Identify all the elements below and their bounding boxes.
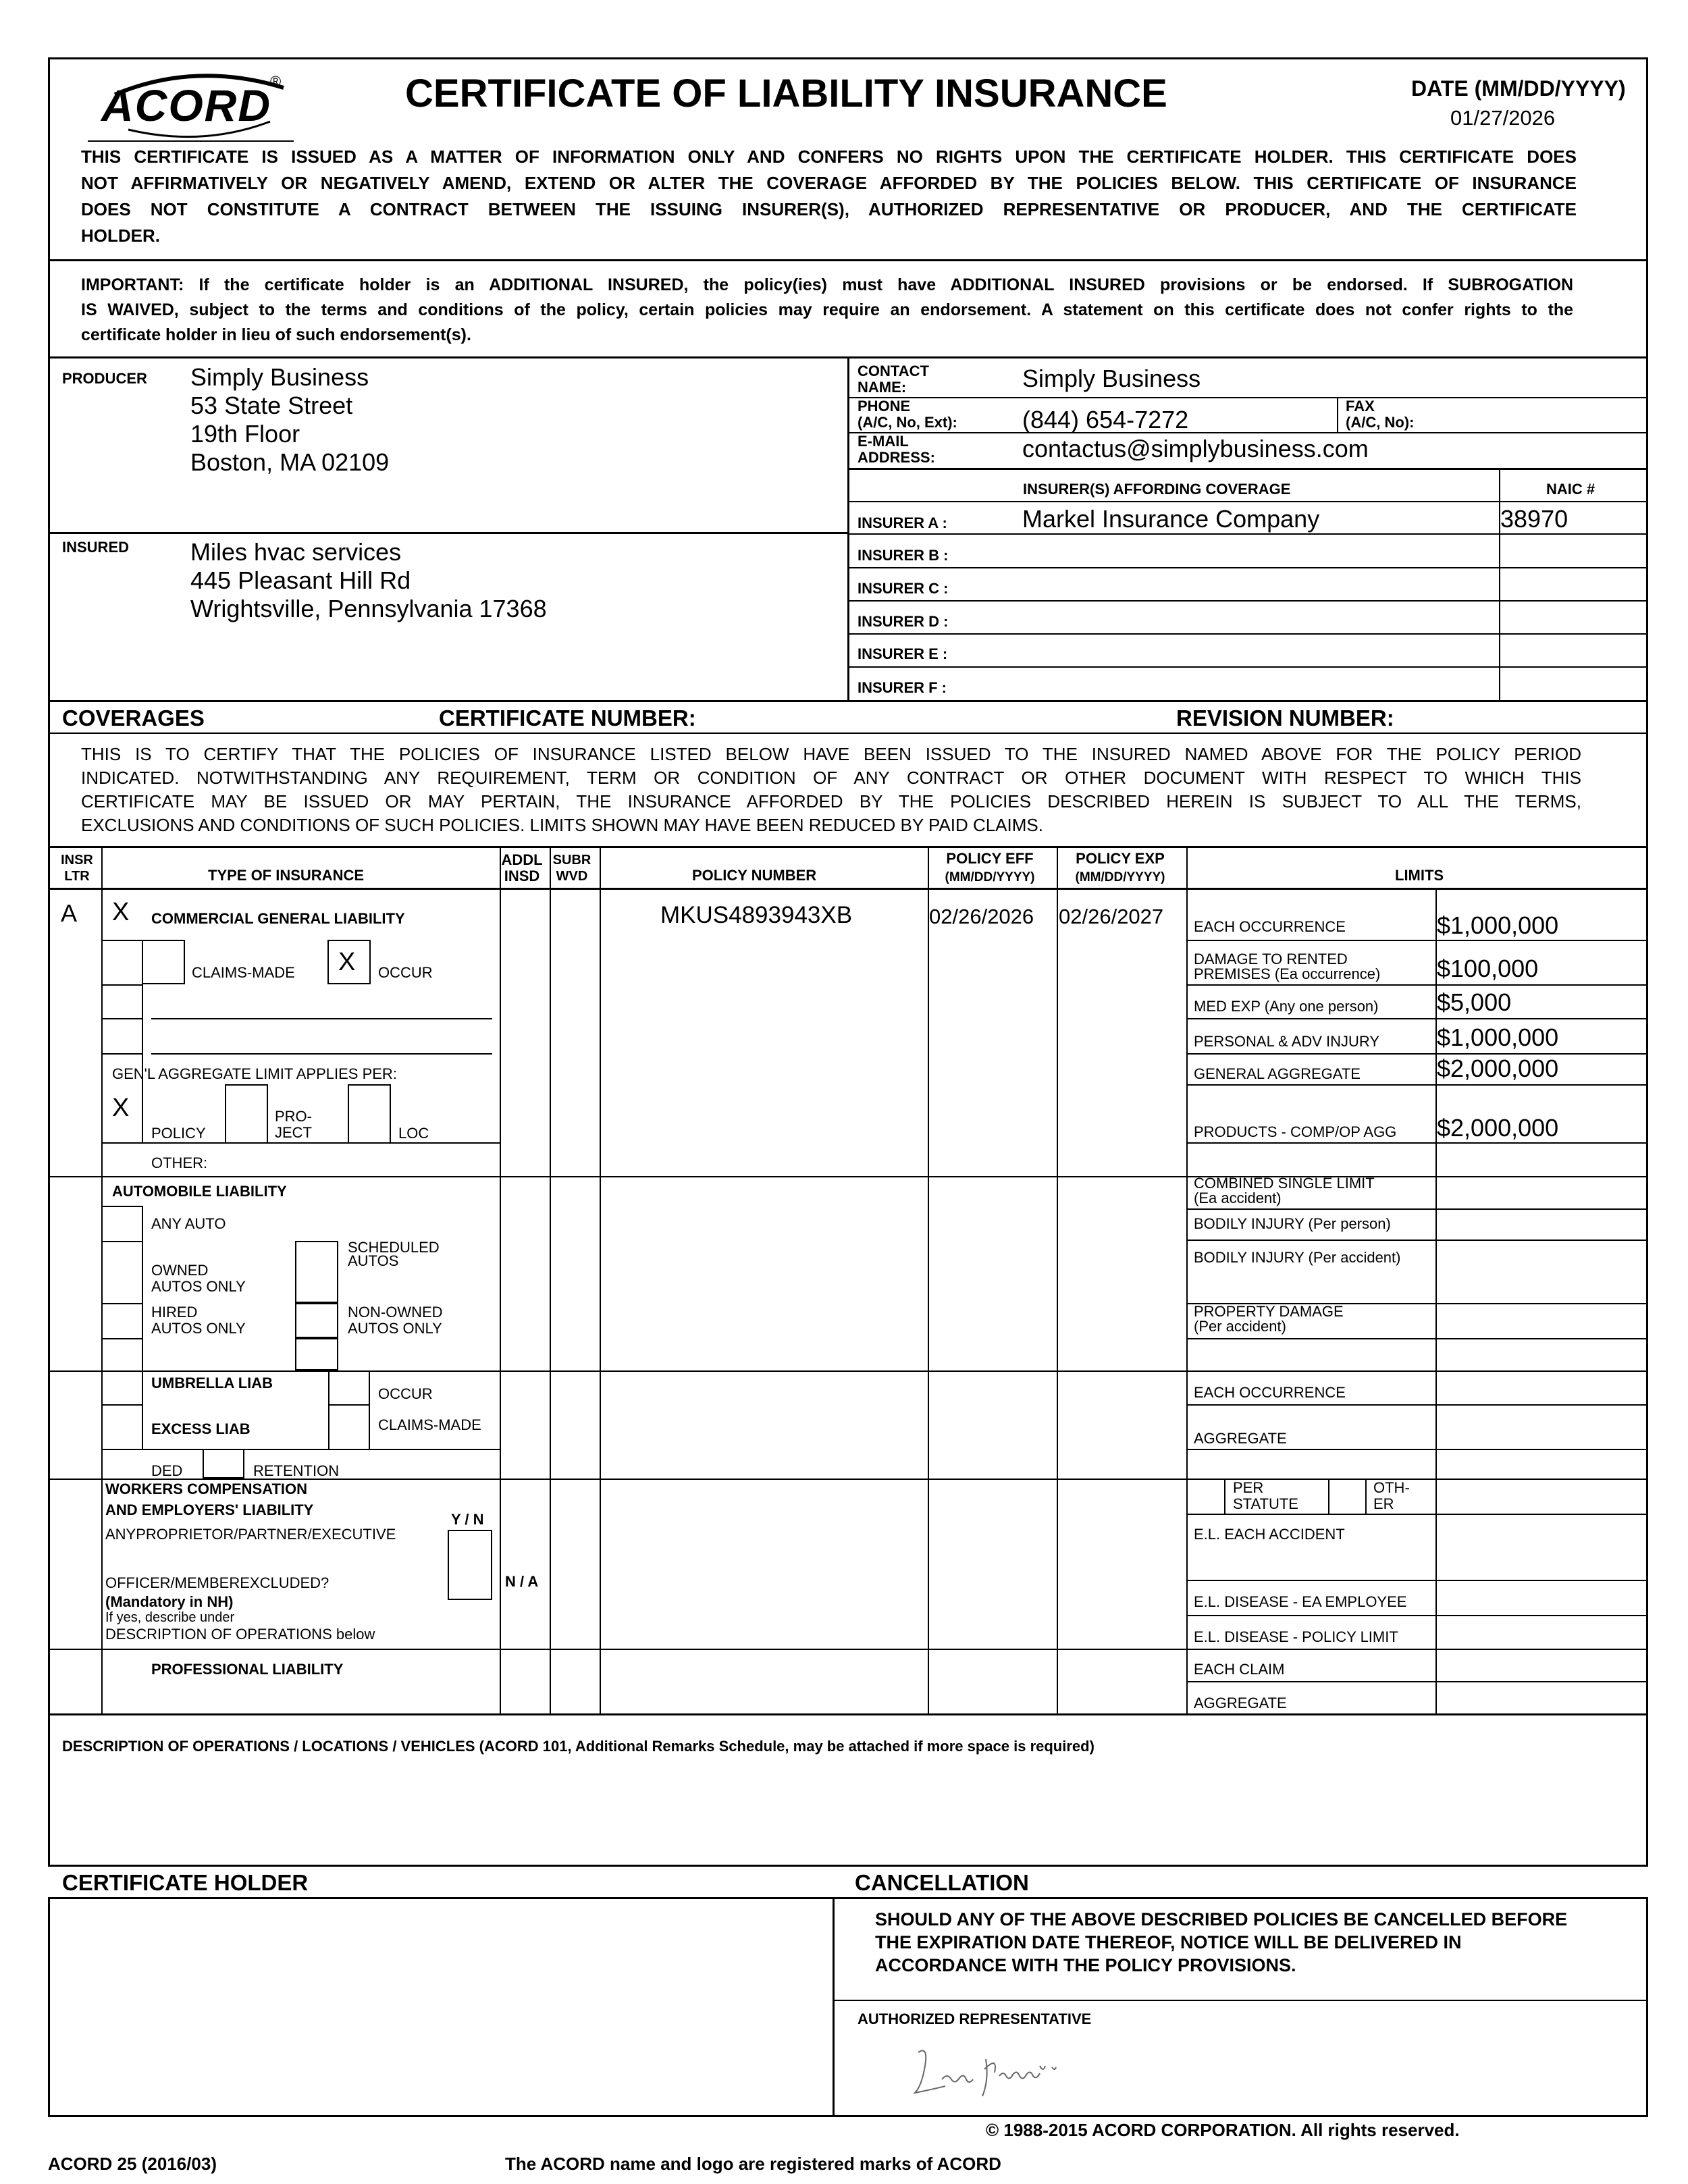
- property-damage-label: PROPERTY DAMAGE (Per accident): [1194, 1303, 1344, 1335]
- insurer-f-label: INSURER F :: [858, 679, 947, 696]
- retention-label: RETENTION: [253, 1462, 340, 1479]
- ded-label: DED: [151, 1462, 183, 1479]
- copyright-notice: © 1988-2015 ACORD CORPORATION. All rights reserved.: [986, 2120, 1460, 2140]
- trademark-notice: The ACORD name and logo are registered marks of ACORD: [505, 2154, 1001, 2174]
- general-aggregate-label: GENERAL AGGREGATE: [1194, 1065, 1361, 1082]
- per-statute-label: PER STATUTE: [1233, 1479, 1298, 1512]
- logo-underline: [88, 140, 294, 142]
- limits-header: LIMITS: [1395, 867, 1444, 884]
- cancellation-label: CANCELLATION: [855, 1870, 1029, 1895]
- loc-checkbox[interactable]: [348, 1084, 391, 1144]
- phone-label: PHONE (A/C, No, Ext):: [858, 398, 957, 431]
- non-owned-autos-checkbox[interactable]: [295, 1303, 338, 1338]
- form-id: ACORD 25 (2016/03): [48, 2154, 217, 2174]
- subr-wvd-header: SUBR WVD: [552, 853, 591, 884]
- policy-eff-header: POLICY EFF (MM/DD/YYYY): [945, 850, 1035, 884]
- cgl-insr-ltr: A: [61, 899, 78, 927]
- cgl-checkbox[interactable]: X: [112, 898, 130, 926]
- combined-single-limit-label: COMBINED SINGLE LIMIT (Ea accident): [1194, 1175, 1375, 1206]
- cgl-policy-number: MKUS4893943XB: [660, 902, 853, 928]
- cgl-title: COMMERCIAL GENERAL LIABILITY: [151, 910, 405, 927]
- fax-label: FAX (A/C, No):: [1346, 398, 1415, 431]
- insurer-d-label: INSURER D :: [858, 613, 949, 630]
- project-label: PRO- JECT: [275, 1108, 312, 1141]
- occur-checkbox[interactable]: X: [327, 940, 371, 984]
- insurer-e-label: INSURER E :: [858, 645, 948, 662]
- excess-liab-label: EXCESS LIAB: [151, 1420, 250, 1437]
- na-label: N / A: [505, 1573, 539, 1590]
- proprietor-excluded-checkbox[interactable]: [448, 1530, 492, 1600]
- damage-to-rented-value: $100,000: [1437, 955, 1539, 982]
- yn-label: Y / N: [451, 1511, 484, 1528]
- certificate-number-label: CERTIFICATE NUMBER:: [439, 705, 696, 730]
- policy-exp-header: POLICY EXP (MM/DD/YYYY): [1075, 850, 1165, 884]
- umbrella-aggregate-label: AGGREGATE: [1194, 1430, 1287, 1447]
- description-label: DESCRIPTION OF OPERATIONS / LOCATIONS / VEHICLES (ACORD 101, Additional Remarks Schedule, may be attached if more space is required): [62, 1738, 1094, 1755]
- oth-er-label: OTH- ER: [1373, 1479, 1410, 1512]
- umbrella-claims-made-label: CLAIMS-MADE: [378, 1416, 481, 1433]
- date-label: DATE (MM/DD/YYYY): [1411, 76, 1626, 101]
- general-aggregate-value: $2,000,000: [1437, 1055, 1559, 1082]
- contact-name-label: CONTACT NAME:: [858, 363, 929, 396]
- umbrella-liab-label: UMBRELLA LIAB: [151, 1375, 273, 1391]
- each-occurrence-label: EACH OCCURRENCE: [1194, 918, 1346, 935]
- coverages-label: COVERAGES: [62, 705, 205, 730]
- each-claim-label: EACH CLAIM: [1194, 1661, 1285, 1678]
- insurer-a-naic: 38970: [1500, 505, 1568, 533]
- workers-line-5: (Mandatory in NH): [105, 1593, 234, 1610]
- policy-checkbox[interactable]: X: [112, 1094, 130, 1122]
- claims-made-checkbox[interactable]: [142, 940, 185, 984]
- workers-line-3: ANYPROPRIETOR/PARTNER/EXECUTIVE: [105, 1526, 396, 1543]
- workers-line-4: OFFICER/MEMBEREXCLUDED?: [105, 1574, 329, 1591]
- gen-agg-label: GEN'L AGGREGATE LIMIT APPLIES PER:: [112, 1065, 397, 1082]
- contact-name: Simply Business: [1022, 365, 1201, 392]
- products-comp-op-value: $2,000,000: [1437, 1114, 1559, 1142]
- el-disease-ea-label: E.L. DISEASE - EA EMPLOYEE: [1194, 1593, 1407, 1610]
- products-comp-op-label: PRODUCTS - COMP/OP AGG: [1194, 1123, 1397, 1140]
- project-checkbox[interactable]: [225, 1084, 268, 1144]
- occur-label: OCCUR: [378, 964, 433, 981]
- scheduled-autos-checkbox[interactable]: [295, 1241, 338, 1303]
- owned-autos-label: OWNED AUTOS ONLY: [151, 1262, 246, 1295]
- cgl-policy-eff: 02/26/2026: [929, 905, 1034, 928]
- any-auto-label: ANY AUTO: [151, 1215, 226, 1232]
- workers-line-7: DESCRIPTION OF OPERATIONS below: [105, 1626, 375, 1643]
- umbrella-occur-label: OCCUR: [378, 1385, 433, 1402]
- registered-mark-icon: ®: [270, 73, 282, 90]
- cancellation-text: SHOULD ANY OF THE ABOVE DESCRIBED POLICIES BE CANCELLED BEFORE THE EXPIRATION DATE THEREOF, NOTICE WILL BE DELIVERED IN ACCORDANCE WITH THE POLICY PROVISIONS.: [875, 1909, 1568, 1975]
- umbrella-claims-made-checkbox[interactable]: [328, 1404, 370, 1450]
- auto-title: AUTOMOBILE LIABILITY: [112, 1183, 287, 1200]
- certify-text: THIS IS TO CERTIFY THAT THE POLICIES OF INSURANCE LISTED BELOW HAVE BEEN ISSUED TO THE INSURED NAMED ABOVE FOR THE POLICY PERIOD INDICATED. NOTWITHSTANDING ANY REQUIREMENT, TERM OR CONDITION OF ANY CONTRACT OR OTHER DOCUMENT WITH RESPECT TO WHICH THIS CERTIFICATE MAY BE ISSUED OR MAY PERTAIN, THE INSURANCE AFFORDED BY THE POLICIES DESCRIBED HEREIN IS SUBJECT TO ALL THE TERMS, EXCLUSIONS AND CONDITIONS OF SUCH POLICIES. LIMITS SHOWN MAY HAVE BEEN REDUCED BY PAID CLAIMS.: [81, 744, 1581, 835]
- contact-phone: (844) 654-7272: [1022, 406, 1189, 433]
- med-exp-value: $5,000: [1437, 988, 1512, 1016]
- personal-adv-injury-value: $1,000,000: [1437, 1023, 1559, 1051]
- signature-image: [905, 2039, 1080, 2106]
- type-of-insurance-header: TYPE OF INSURANCE: [208, 867, 365, 884]
- insurer-a-name: Markel Insurance Company: [1022, 505, 1320, 533]
- each-occurrence-value: $1,000,000: [1437, 911, 1559, 939]
- auto-other-checkbox[interactable]: [295, 1338, 338, 1370]
- damage-to-rented-label: DAMAGE TO RENTED PREMISES (Ea occurrence): [1194, 951, 1381, 982]
- other-label: OTHER:: [151, 1154, 208, 1171]
- el-disease-policy-label: E.L. DISEASE - POLICY LIMIT: [1194, 1628, 1398, 1645]
- el-each-accident-label: E.L. EACH ACCIDENT: [1194, 1526, 1345, 1543]
- naic-header: NAIC #: [1546, 481, 1595, 498]
- insured-address: Miles hvac services 445 Pleasant Hill Rd Wrightsville, Pennsylvania 17368: [190, 538, 547, 622]
- contact-email: contactus@simplybusiness.com: [1022, 435, 1369, 462]
- professional-liability-label: PROFESSIONAL LIABILITY: [151, 1661, 344, 1678]
- certificate-holder-label: CERTIFICATE HOLDER: [62, 1870, 309, 1895]
- personal-adv-injury-label: PERSONAL & ADV INJURY: [1194, 1033, 1380, 1050]
- workers-comp-title: WORKERS COMPENSATION AND EMPLOYERS' LIABILITY: [105, 1481, 314, 1518]
- professional-aggregate-label: AGGREGATE: [1194, 1695, 1287, 1711]
- insurer-c-label: INSURER C :: [858, 580, 949, 597]
- policy-number-header: POLICY NUMBER: [692, 867, 817, 884]
- addl-insd-header: ADDL INSD: [501, 851, 543, 884]
- producer-address: Simply Business 53 State Street 19th Floor Boston, MA 02109: [190, 363, 390, 476]
- email-label: E-MAIL ADDRESS:: [858, 433, 935, 466]
- umbrella-each-occurrence-label: EACH OCCURRENCE: [1194, 1384, 1346, 1401]
- claims-made-label: CLAIMS-MADE: [192, 964, 295, 981]
- insurers-header: INSURER(S) AFFORDING COVERAGE: [1023, 481, 1291, 498]
- umbrella-occur-checkbox[interactable]: [328, 1370, 370, 1406]
- loc-label: LOC: [398, 1125, 429, 1142]
- signature-scribble-icon: [905, 2039, 1080, 2106]
- important-notice: IMPORTANT: If the certificate holder is an ADDITIONAL INSURED, the policy(ies) must have ADDITIONAL INSURED provisions or be endorsed. If SUBROGATION IS WAIVED, subject to the terms and conditions of the policy, certain policies may require an endorsement. A statement on this certificate does not confer rights to the certificate holder in lieu of such endorsement(s).: [81, 275, 1573, 344]
- insurer-b-label: INSURER B :: [858, 547, 949, 564]
- insured-label: INSURED: [62, 539, 130, 556]
- producer-label: PRODUCER: [62, 370, 147, 387]
- acord-logo-text: ACORD: [101, 80, 271, 130]
- date-value: 01/27/2026: [1450, 106, 1556, 130]
- acord-logo: [88, 68, 304, 142]
- bodily-injury-accident-label: BODILY INJURY (Per accident): [1194, 1249, 1401, 1266]
- page-title: CERTIFICATE OF LIABILITY INSURANCE: [405, 72, 1167, 115]
- hired-autos-label: HIRED AUTOS ONLY: [151, 1304, 246, 1337]
- workers-line-6: If yes, describe under: [105, 1610, 235, 1625]
- revision-number-label: REVISION NUMBER:: [1176, 705, 1394, 730]
- disclaimer-text: THIS CERTIFICATE IS ISSUED AS A MATTER OF INFORMATION ONLY AND CONFERS NO RIGHTS UPON THE CERTIFICATE HOLDER. THIS CERTIFICATE DOES NOT AFFIRMATIVELY OR NEGATIVELY AMEND, EXTEND OR ALTER THE COVERAGE AFFORDED BY THE POLICIES BELOW. THIS CERTIFICATE OF INSURANCE DOES NOT CONSTITUTE A CONTRACT BETWEEN THE ISSUING INSURER(S), AUTHORIZED REPRESENTATIVE OR PRODUCER, AND THE CERTIFICATE HOLDER.: [81, 147, 1577, 246]
- cgl-policy-exp: 02/26/2027: [1059, 905, 1164, 928]
- med-exp-label: MED EXP (Any one person): [1194, 998, 1379, 1015]
- bodily-injury-person-label: BODILY INJURY (Per person): [1194, 1215, 1391, 1232]
- scheduled-autos-label: SCHEDULED AUTOS: [348, 1239, 440, 1269]
- insurer-a-label: INSURER A :: [858, 514, 947, 531]
- policy-label: POLICY: [151, 1125, 206, 1142]
- authorized-representative-label: AUTHORIZED REPRESENTATIVE: [858, 2010, 1092, 2027]
- non-owned-autos-label: NON-OWNED AUTOS ONLY: [348, 1304, 443, 1337]
- ded-checkbox[interactable]: [203, 1449, 244, 1479]
- insr-ltr-header: INSR LTR: [61, 853, 93, 884]
